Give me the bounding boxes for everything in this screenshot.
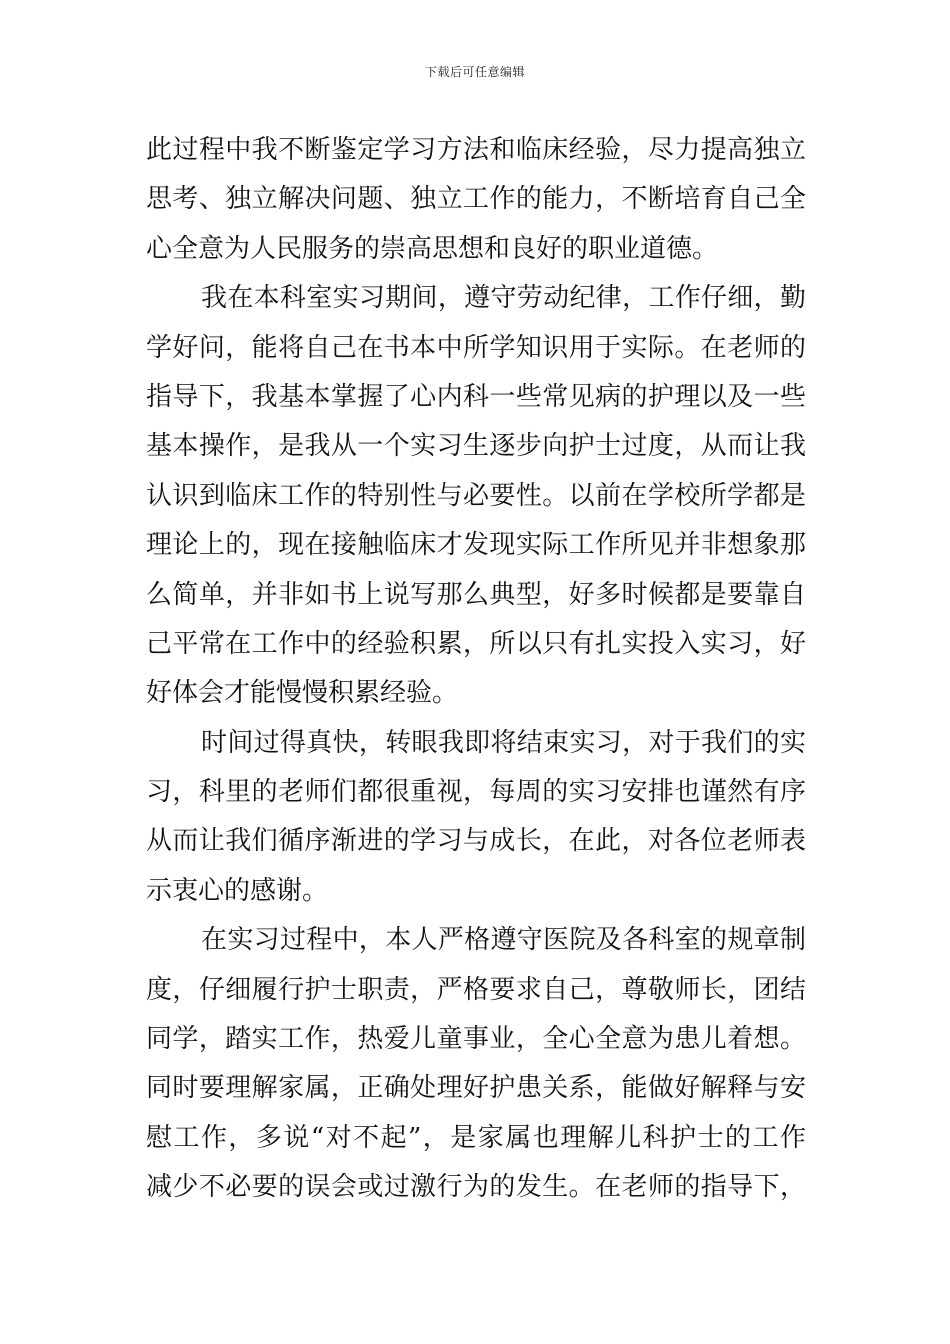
text-line: 心全意为人民服务的崇高思想和良好的职业道德。 — [146, 233, 719, 264]
text-line: 此过程中我不断鉴定学习方法和临床经验，尽力提高独立 — [146, 135, 806, 165]
text-line: 在实习过程中，本人严格遵守医院及各科室的规章制 — [201, 925, 806, 956]
text-line: 学好问，能将自己在书本中所学知识用于实际。在老师的 — [146, 332, 806, 363]
text-line: 我在本科室实习期间，遵守劳动纪律，工作仔细，勤 — [201, 283, 806, 314]
document-body — [146, 126, 806, 1213]
text-line: 指导下，我基本掌握了心内科一些常见病的护理以及一些 — [146, 381, 806, 412]
text-line: 同学，踏实工作，热爱儿童事业，全心全意为患儿着想。 — [146, 1024, 806, 1055]
text-line: 基本操作，是我从一个实习生逐步向护士过度，从而让我 — [146, 431, 806, 462]
paragraph-2 — [146, 274, 806, 719]
text-line: 减少不必要的误会或过激行为的发生。在老师的指导下， — [146, 1172, 806, 1203]
text-line: 么简单，并非如书上说写那么典型，好多时候都是要靠自 — [146, 579, 806, 610]
text-line: 慰工作，多说“对不起”，是家属也理解儿科护士的工作 — [146, 1122, 806, 1153]
page-header: 下载后可任意编辑 — [424, 65, 525, 79]
text-line: 理论上的，现在接触临床才发现实际工作所见并非想象那 — [146, 530, 806, 561]
text-line: 思考、独立解决问题、独立工作的能力，不断培育自己全 — [146, 184, 806, 215]
text-line: 习，科里的老师们都很重视，每周的实习安排也谨然有序 — [146, 777, 806, 808]
text-line: 认识到临床工作的特别性与必要性。以前在学校所学都是 — [146, 480, 806, 511]
paragraph-1 — [146, 126, 806, 274]
text-line: 度，仔细履行护士职责，严格要求自己，尊敬师长，团结 — [146, 974, 806, 1005]
paragraph-3 — [146, 719, 806, 917]
text-line: 时间过得真快，转眼我即将结束实习，对于我们的实 — [201, 727, 806, 758]
text-line: 己平常在工作中的经验积累，所以只有扎实投入实习，好 — [146, 628, 806, 659]
text-line: 从而让我们循序渐进的学习与成长，在此，对各位老师表 — [146, 826, 806, 857]
text-line: 示衷心的感谢。 — [146, 875, 329, 906]
text-line: 好体会才能慢慢积累经验。 — [146, 678, 459, 709]
paragraph-4 — [146, 916, 806, 1212]
text-line: 同时要理解家属，正确处理好护患关系，能做好解释与安 — [146, 1073, 806, 1104]
